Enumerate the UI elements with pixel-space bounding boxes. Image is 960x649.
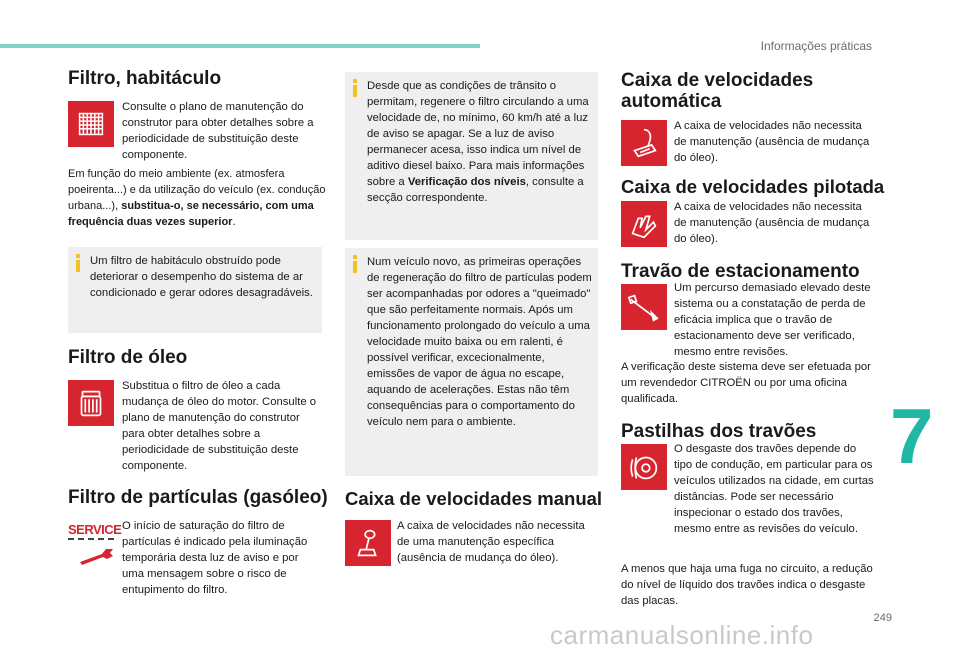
auto-gearbox-title: Caixa de velocidades automática <box>621 70 814 112</box>
particle-filter-title: Filtro de partículas (gasóleo) <box>68 487 328 508</box>
brake-pads-text: O desgaste dos travões depende do tipo de condução, em particular para os veículos utilizados na cidade, em curtas distâncias. Pode ser necessário inspecionar o estado dos travões, mesmo entre as revisões do veículo. <box>674 443 874 535</box>
parking-brake-lever-icon <box>621 284 667 330</box>
info-marker-icon <box>353 255 357 273</box>
particle-filter-note-1-text: Desde que as condições de trânsito o permitam, regenere o filtro circulando a uma velocidade de, no mínimo, 60 km/h até a luz de aviso se apagar. Se a luz de aviso permanecer acesa, isso indica um nível de aditivo diesel baixo. Para mais informações sobre a Verificação dos níveis, consulte a secção correspondente. <box>367 80 589 204</box>
piloted-gearbox-text: A caixa de velocidades não necessita de manutenção (ausência de mudança do óleo). <box>674 201 870 245</box>
header-accent-bar <box>0 44 480 48</box>
piloted-gearbox-title: Caixa de velocidades pilotada <box>621 176 885 197</box>
cabin-filter-extra: Em função do meio ambiente (ex. atmosfera poeirenta...) e da utilização do veículo (ex. condução urbana...), substitua-o, se necessário, com uma frequência duas vezes superior. <box>68 168 326 228</box>
watermark: carmanualsonline.info <box>550 620 814 649</box>
paddle-shifter-icon <box>621 201 667 247</box>
cabin-filter-text: Consulte o plano de manutenção do construtor para obter detalhes sobre a periodicidade de substituição deste componente. <box>122 101 314 161</box>
page-number: 249 <box>873 612 892 624</box>
automatic-gear-selector-icon <box>621 120 667 166</box>
brake-pads-extra: A menos que haja uma fuga no circuito, a redução do nível de líquido dos travões indica o desgaste das placas. <box>621 563 873 607</box>
manual-gear-lever-icon <box>345 520 391 566</box>
manual-gearbox-title: Caixa de velocidades manual <box>345 488 603 509</box>
oil-filter-title: Filtro de óleo <box>68 347 188 368</box>
parking-brake-extra: A verificação deste sistema deve ser efetuada por um revendedor CITROËN ou por uma oficina qualificada. <box>621 361 871 405</box>
cabin-filter-title: Filtro, habitáculo <box>68 68 222 89</box>
particle-filter-note-2-text: Num veículo novo, as primeiras operações de regeneração do filtro de partículas podem ser acompanhadas por odores a "queimado" que são perfeitamente normais. Após um funcionamento prolongado do veículo a uma velocidade muito baixa ou em ralenti, é possível verificar, excecionalmente, emissões de vapor de água no escape, aquando de acelerações. Estas não têm consequências para o comportamento do veículo nem para o ambiente. <box>367 256 592 428</box>
particle-filter-note-1 <box>345 72 598 240</box>
parking-brake-text: Um percurso demasiado elevado deste sistema ou a constatação de perda de eficácia implica que o travão de estacionamento deve ser verificado, mesmo entre revisões. <box>674 282 871 358</box>
brake-disc-icon <box>621 444 667 490</box>
cabin-filter-note-text: Um filtro de habitáculo obstruído pode deteriorar o desempenho do sistema de ar condicionado e gerar odores desagradáveis. <box>90 255 313 299</box>
section-title: Informações práticas <box>760 39 872 53</box>
cabin-filter-note <box>68 247 322 333</box>
oil-filter-text: Substitua o filtro de óleo a cada mudança de óleo do motor. Consulte o plano de manutenção do construtor para obter detalhes sobre a periodicidade de substituição deste componente. <box>122 380 317 472</box>
cabin-filter-icon <box>68 101 114 147</box>
manual-gearbox-text: A caixa de velocidades não necessita de uma manutenção específica (ausência de mudança do óleo). <box>397 520 585 564</box>
service-wrench-icon: SERVICE <box>68 522 116 572</box>
particle-filter-note-2 <box>345 248 598 476</box>
info-marker-icon <box>353 79 357 97</box>
brake-pads-title: Pastilhas dos travões <box>621 421 817 442</box>
info-marker-icon <box>76 254 80 272</box>
auto-gearbox-text: A caixa de velocidades não necessita de manutenção (ausência de mudança do óleo). <box>674 120 870 164</box>
parking-brake-title: Travão de estacionamento <box>621 261 860 282</box>
oil-filter-icon <box>68 380 114 426</box>
chapter-number: 7 <box>890 392 934 480</box>
particle-filter-text: O início de saturação do filtro de partículas é indicado pela iluminação temporária desta luz de aviso e por uma mensagem sobre o risco de entupimento do filtro. <box>122 520 308 596</box>
